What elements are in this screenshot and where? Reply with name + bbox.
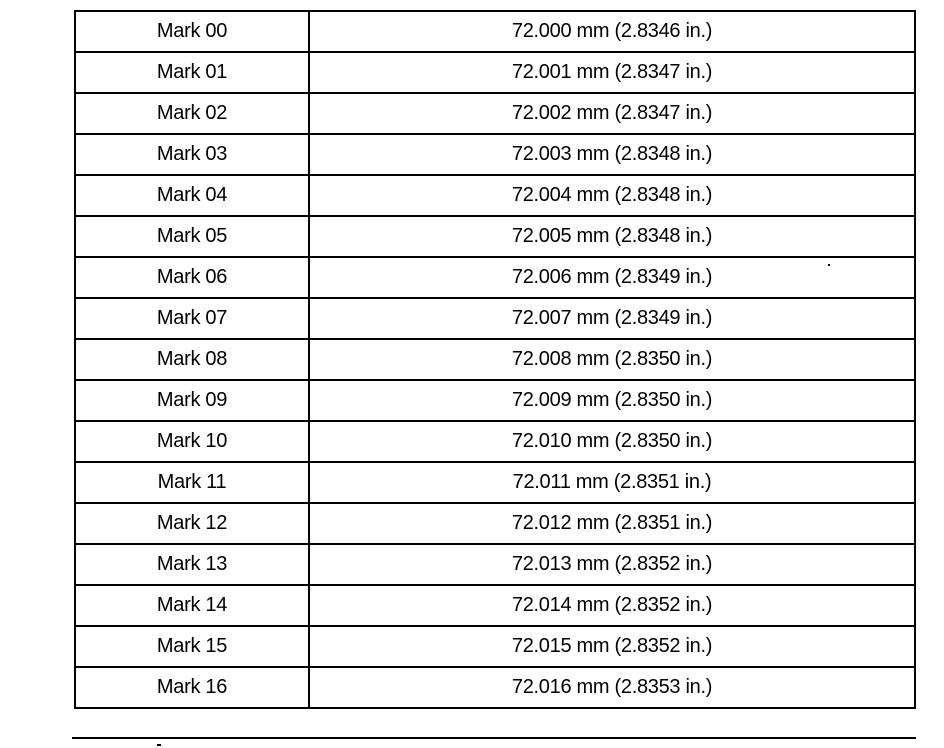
diameter-cell: 72.006 mm (2.8349 in.)	[309, 257, 915, 298]
diameter-cell: 72.004 mm (2.8348 in.)	[309, 175, 915, 216]
table-row	[75, 175, 915, 216]
mark-cell: Mark 00	[75, 11, 309, 52]
table-row	[75, 462, 915, 503]
scan-speck	[828, 264, 830, 266]
diameter-cell: 72.005 mm (2.8348 in.)	[309, 216, 915, 257]
diameter-cell: 72.015 mm (2.8352 in.)	[309, 626, 915, 667]
mark-cell: Mark 03	[75, 134, 309, 175]
diameter-cell: 72.007 mm (2.8349 in.)	[309, 298, 915, 339]
diameter-cell: 72.012 mm (2.8351 in.)	[309, 503, 915, 544]
diameter-cell: 72.011 mm (2.8351 in.)	[309, 462, 915, 503]
mark-cell: Mark 11	[75, 462, 309, 503]
mark-cell: Mark 02	[75, 93, 309, 134]
table-row	[75, 421, 915, 462]
diameter-cell: 72.013 mm (2.8352 in.)	[309, 544, 915, 585]
scan-speck	[157, 744, 161, 746]
diameter-cell: 72.002 mm (2.8347 in.)	[309, 93, 915, 134]
mark-size-table	[74, 10, 916, 709]
mark-size-table-container	[74, 10, 916, 709]
diameter-cell: 72.014 mm (2.8352 in.)	[309, 585, 915, 626]
table-row	[75, 544, 915, 585]
mark-cell: Mark 14	[75, 585, 309, 626]
table-row	[75, 503, 915, 544]
table-row	[75, 380, 915, 421]
mark-cell: Mark 07	[75, 298, 309, 339]
diameter-cell: 72.000 mm (2.8346 in.)	[309, 11, 915, 52]
mark-cell: Mark 12	[75, 503, 309, 544]
mark-cell: Mark 15	[75, 626, 309, 667]
mark-cell: Mark 13	[75, 544, 309, 585]
diameter-cell: 72.009 mm (2.8350 in.)	[309, 380, 915, 421]
diameter-cell: 72.001 mm (2.8347 in.)	[309, 52, 915, 93]
table-row	[75, 134, 915, 175]
table-row	[75, 339, 915, 380]
diameter-cell: 72.003 mm (2.8348 in.)	[309, 134, 915, 175]
table-row	[75, 216, 915, 257]
mark-cell: Mark 10	[75, 421, 309, 462]
bottom-rule	[72, 737, 916, 739]
diameter-cell: 72.010 mm (2.8350 in.)	[309, 421, 915, 462]
table-body	[75, 11, 915, 708]
mark-cell: Mark 01	[75, 52, 309, 93]
table-row	[75, 667, 915, 708]
mark-cell: Mark 16	[75, 667, 309, 708]
mark-cell: Mark 05	[75, 216, 309, 257]
table-row	[75, 298, 915, 339]
mark-cell: Mark 04	[75, 175, 309, 216]
mark-cell: Mark 08	[75, 339, 309, 380]
mark-cell: Mark 06	[75, 257, 309, 298]
table-row	[75, 626, 915, 667]
diameter-cell: 72.008 mm (2.8350 in.)	[309, 339, 915, 380]
table-row	[75, 52, 915, 93]
table-row	[75, 93, 915, 134]
table-row	[75, 257, 915, 298]
table-row	[75, 585, 915, 626]
diameter-cell: 72.016 mm (2.8353 in.)	[309, 667, 915, 708]
mark-cell: Mark 09	[75, 380, 309, 421]
table-row	[75, 11, 915, 52]
